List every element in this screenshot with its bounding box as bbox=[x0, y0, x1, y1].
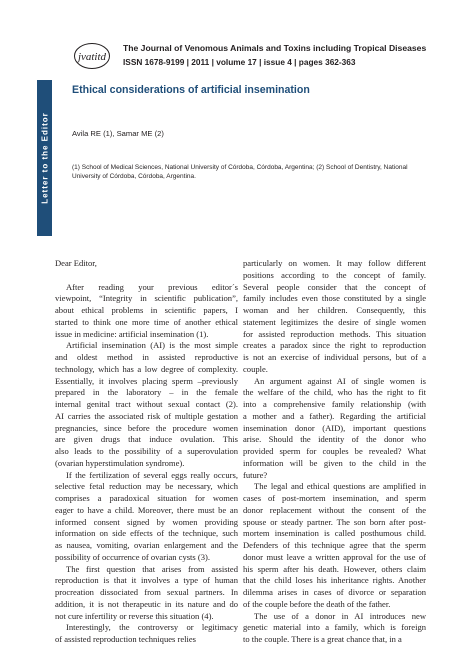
text-line: Dear Editor, bbox=[55, 258, 97, 268]
text-line: selective fetal reduction may be necessary, which bbox=[55, 481, 238, 492]
body-paragraph bbox=[55, 622, 238, 646]
text-line: creates a paradox since the right to reproduction bbox=[243, 340, 426, 351]
body-left-column bbox=[55, 258, 238, 646]
body-paragraph bbox=[55, 564, 238, 623]
text-line: positions according to the concept of family. bbox=[243, 269, 426, 280]
text-line: donor replacement without the consent of the bbox=[243, 504, 426, 515]
text-line: arise. Should the identity of the donor who bbox=[243, 434, 426, 445]
text-line: is not an exercise of individual persons, but of a bbox=[243, 352, 426, 362]
text-line: cases of post-mortem insemination, and sperm bbox=[243, 493, 426, 503]
body-right-column bbox=[243, 258, 426, 646]
text-line: couple. bbox=[243, 363, 268, 374]
text-line: started to think one more time of another ethical bbox=[55, 316, 238, 327]
text-line: donor must leave a written approval for the use of bbox=[243, 551, 426, 562]
text-line: Several people consider that the concept of bbox=[243, 281, 426, 292]
body-paragraph bbox=[55, 258, 238, 270]
text-line: informed consent signed by women providing bbox=[55, 516, 238, 527]
text-line: of the couple before the death of the father. bbox=[243, 598, 391, 609]
text-line: his sperm after his death. However, others claim bbox=[243, 563, 426, 574]
text-line: reproduction is that it involves a type of human bbox=[55, 575, 238, 586]
text-line: also leads to the possibility of a superovulation bbox=[55, 446, 238, 456]
text-line: Defenders of this technique agree that the sperm bbox=[243, 540, 426, 550]
text-line: issue in medicine: artificial insemination (1). bbox=[55, 328, 209, 339]
text-line: a mother and a father). Regarding the artificial bbox=[243, 410, 426, 421]
section-label: Letter to the Editor bbox=[40, 112, 49, 204]
text-line: mortem insemination is called posthumous child. bbox=[243, 528, 426, 539]
text-line: If the fertilization of several eggs really occurs, bbox=[66, 469, 238, 480]
text-line: provided sperm for couples be revealed? What bbox=[243, 446, 426, 456]
text-line: internal genital tract without sexual contact (2). bbox=[55, 399, 238, 409]
journal-logo bbox=[73, 42, 111, 70]
article-authors: Avila RE (1), Samar ME (2) bbox=[72, 129, 164, 138]
article-title: Ethical considerations of artificial insemination bbox=[72, 84, 310, 96]
journal-issue-info: ISSN 1678-9199 | 2011 | volume 17 | issue 4 | pages 362-363 bbox=[123, 57, 356, 67]
text-line: Interestingly, the controversy or legitimacy bbox=[66, 622, 238, 633]
text-line: are given drugs that induce ovulation. This bbox=[55, 434, 238, 445]
text-line: information on side effects of the technique, such bbox=[55, 528, 238, 539]
body-paragraph bbox=[55, 470, 238, 564]
text-line: dilemma arises in cases of divorce or separation bbox=[243, 587, 426, 597]
text-line: Essentially, it involves placing sperm –previously bbox=[55, 375, 238, 386]
text-line: The use of a donor in AI introduces new bbox=[254, 610, 426, 621]
text-line: procreation dissociated from sexual partners. In bbox=[55, 587, 238, 597]
body-paragraph bbox=[243, 258, 426, 376]
text-line: particularly on women. It may follow different bbox=[243, 258, 426, 268]
author-affiliations bbox=[72, 163, 464, 182]
text-line: eager to have a child. Moreover, there must be an bbox=[55, 504, 238, 515]
logo-lettering: jvatitd bbox=[77, 51, 107, 63]
text-line: into a comprehensive family relationship (with bbox=[243, 399, 426, 409]
text-line: pregnancies, since before the procedure women bbox=[55, 422, 238, 433]
text-line: Artificial insemination (AI) is the most simple bbox=[66, 340, 238, 351]
affiliation-line: University of Córdoba, Córdoba, Argentina. bbox=[72, 173, 196, 181]
text-line: insemination donor (AID), important questions bbox=[243, 422, 426, 433]
text-line: information will be given to the child in the bbox=[243, 457, 426, 468]
text-line: as nausea, vomiting, ovarian enlargement and the bbox=[55, 540, 238, 550]
text-line: After reading your previous editor´s bbox=[66, 281, 238, 292]
text-line: possibility of occurrence of ovarian cysts (3). bbox=[55, 551, 210, 562]
text-line: the welfare of the child, who has the right to fit bbox=[243, 387, 426, 398]
text-line: statement legitimizes the desire of single women bbox=[243, 316, 426, 327]
text-line: addition, it is not therapeutic in its nature and do bbox=[55, 598, 238, 609]
body-paragraph bbox=[243, 611, 426, 646]
body-paragraph bbox=[243, 481, 426, 610]
text-line: and oldest method in assisted reproductive bbox=[55, 352, 238, 362]
body-paragraph bbox=[243, 376, 426, 482]
text-line: viewpoint, “Integrity in scientific publication”, bbox=[55, 293, 238, 304]
text-line: An argument against AI of single women is bbox=[254, 375, 426, 386]
text-line: genetic material into a family, which is foreign bbox=[243, 622, 426, 633]
text-line: of assisted reproduction techniques relies bbox=[55, 634, 196, 644]
text-line: AI carries the associated risk of multiple gestation bbox=[55, 410, 238, 421]
text-line: about ethical problems in scientific papers, I bbox=[55, 305, 238, 315]
text-line: spouse or steady partner. The son born after post- bbox=[243, 516, 426, 527]
journal-name: The Journal of Venomous Animals and Toxins including Tropical Diseases bbox=[123, 43, 427, 53]
text-line: not cure infertility or reverse this situation (4). bbox=[55, 610, 214, 621]
text-line: that the child loses his inheritance rights. Another bbox=[243, 575, 426, 586]
text-line: (ovarian hyperstimulation syndrome). bbox=[55, 457, 185, 468]
text-line: The first question that arises from assisted bbox=[66, 563, 238, 574]
text-line: comprises a paradoxical situation for women bbox=[55, 493, 238, 503]
text-line: for assisted reproduction methods. This situation bbox=[243, 328, 426, 339]
text-line: to the couple. There is a great chance that, in a bbox=[243, 634, 402, 644]
text-line: prepared in the laboratory – in the female bbox=[55, 387, 238, 398]
affiliation-line: (1) School of Medical Sciences, National University of Córdoba, Córdoba, Argentina; (2) School of Dentistry, National bbox=[72, 164, 408, 171]
text-line: woman and her children. Consequently, this bbox=[243, 305, 426, 315]
text-line: The legal and ethical questions are amplified in bbox=[254, 481, 426, 492]
text-line: future? bbox=[243, 469, 268, 480]
text-line: family includes even those constituted by a single bbox=[243, 293, 426, 304]
text-line: technology, which has a low degree of complexity. bbox=[55, 363, 238, 374]
body-paragraph bbox=[55, 282, 238, 341]
body-paragraph bbox=[55, 340, 238, 469]
